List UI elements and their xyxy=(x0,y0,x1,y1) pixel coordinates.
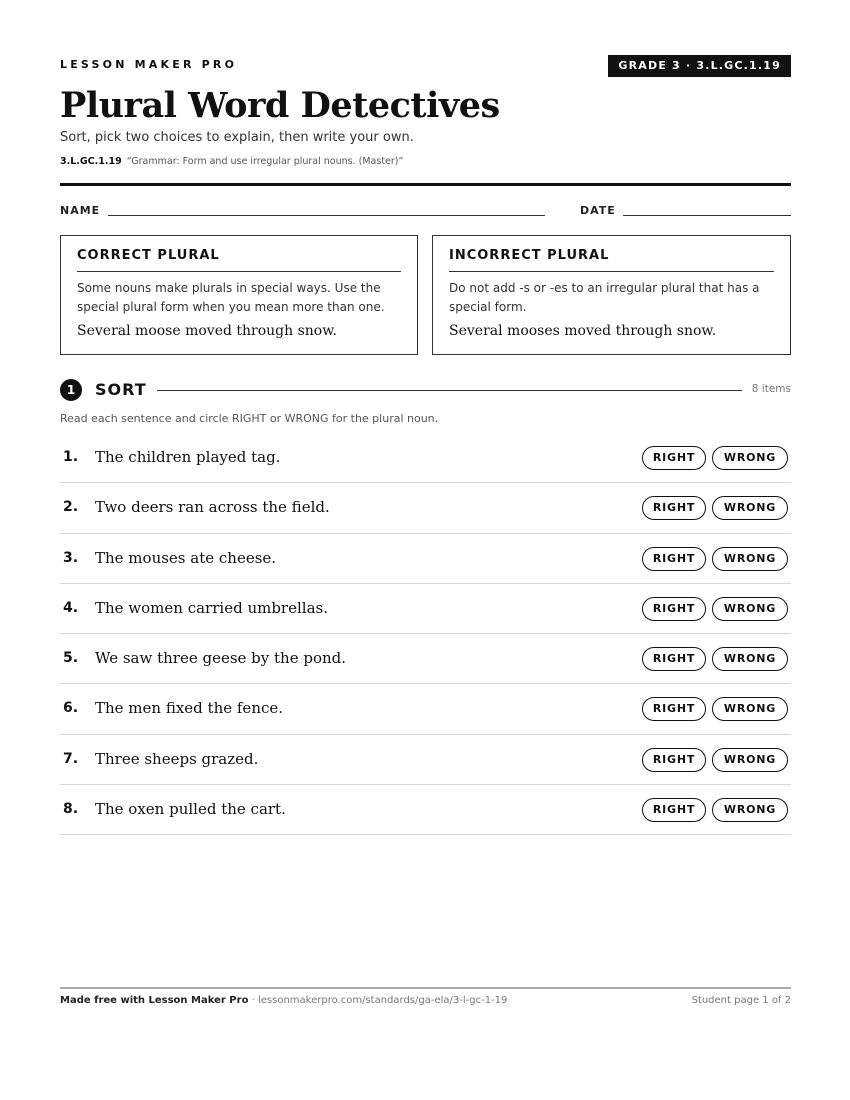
grade-badge: GRADE 3 · 3.L.GC.1.19 xyxy=(608,55,791,77)
sort-item-row xyxy=(60,634,791,684)
sort-item-row xyxy=(60,735,791,785)
sort-item-sentence: The oxen pulled the cart. xyxy=(95,800,286,819)
footer-url[interactable]: · lessonmakerpro.com/standards/ga-ela/3-l-gc-1-19 xyxy=(248,995,508,1006)
right-choice-button[interactable]: RIGHT xyxy=(642,547,706,571)
right-choice-button[interactable]: RIGHT xyxy=(642,798,706,822)
correct-plural-example: Several moose moved through snow. xyxy=(77,323,338,339)
right-choice-button[interactable]: RIGHT xyxy=(642,647,706,671)
sort-item-sentence: The men fixed the fence. xyxy=(95,699,284,718)
sort-item-number: 2. xyxy=(63,499,79,516)
name-field[interactable] xyxy=(108,215,545,216)
wrong-choice-button[interactable]: WRONG xyxy=(712,798,788,822)
sort-item-sentence: The women carried umbrellas. xyxy=(95,598,328,617)
right-choice-button[interactable]: RIGHT xyxy=(642,496,706,520)
right-choice-button[interactable]: RIGHT xyxy=(642,697,706,721)
header-divider xyxy=(60,183,791,186)
sort-item-sentence: The children played tag. xyxy=(95,448,281,466)
correct-plural-heading: CORRECT PLURAL xyxy=(77,248,401,272)
sort-item-number: 1. xyxy=(63,449,79,465)
incorrect-plural-example: Several mooses moved through snow. xyxy=(449,323,717,339)
footer-credit xyxy=(60,995,507,1006)
name-label: NAME xyxy=(60,204,101,217)
sort-item-row xyxy=(60,785,791,835)
section-divider xyxy=(157,390,742,391)
date-label: DATE xyxy=(580,204,616,217)
sort-item-list xyxy=(60,433,791,835)
correct-plural-description: Some nouns make plurals in special ways. Use the special plural form when you mean more than one. xyxy=(77,281,385,314)
wrong-choice-button[interactable]: WRONG xyxy=(712,748,788,772)
section-number-badge: 1 xyxy=(60,379,82,401)
standard-line xyxy=(60,156,403,167)
footer-divider xyxy=(60,987,791,989)
incorrect-plural-heading: INCORRECT PLURAL xyxy=(449,248,774,272)
wrong-choice-button[interactable]: WRONG xyxy=(712,597,788,621)
sort-item-sentence: Two deers ran across the field. xyxy=(95,498,330,517)
footer-made-with: Made free with Lesson Maker Pro xyxy=(60,995,249,1006)
footer-page-number: Student page 1 of 2 xyxy=(691,995,791,1006)
standard-description: “Grammar: Form and use irregular plural nouns. (Master)” xyxy=(126,156,404,167)
sort-item-number: 3. xyxy=(63,549,79,566)
incorrect-plural-description: Do not add -s or -es to an irregular plural that has a special form. xyxy=(449,281,760,314)
sort-item-row xyxy=(60,534,791,584)
right-choice-button[interactable]: RIGHT xyxy=(642,597,706,621)
correct-plural-box xyxy=(60,235,418,355)
wrong-choice-button[interactable]: WRONG xyxy=(712,647,788,671)
sort-item-row xyxy=(60,483,791,533)
wrong-choice-button[interactable]: WRONG xyxy=(712,496,788,520)
date-field[interactable] xyxy=(623,215,791,216)
sort-item-row xyxy=(60,584,791,634)
section-title: SORT xyxy=(95,380,147,399)
sort-item-number: 8. xyxy=(63,801,79,818)
sort-item-sentence: Three sheeps grazed. xyxy=(95,749,259,768)
right-choice-button[interactable]: RIGHT xyxy=(642,748,706,772)
sort-item-number: 7. xyxy=(63,750,79,767)
section-item-count: 8 items xyxy=(751,383,791,395)
wrong-choice-button[interactable]: WRONG xyxy=(712,697,788,721)
sort-item-row xyxy=(60,433,791,483)
standard-code: 3.L.GC.1.19 xyxy=(60,156,122,167)
brand-name: LESSON MAKER PRO xyxy=(60,58,238,71)
section-instructions: Read each sentence and circle RIGHT or WRONG for the plural noun. xyxy=(60,412,439,425)
sort-item-sentence: We saw three geese by the pond. xyxy=(95,649,347,668)
page-title: Plural Word Detectives xyxy=(60,85,500,126)
page-subtitle: Sort, pick two choices to explain, then write your own. xyxy=(60,130,414,145)
sort-item-row xyxy=(60,684,791,734)
wrong-choice-button[interactable]: WRONG xyxy=(712,446,788,470)
sort-item-number: 6. xyxy=(63,700,79,717)
wrong-choice-button[interactable]: WRONG xyxy=(712,547,788,571)
incorrect-plural-box xyxy=(432,235,791,355)
sort-item-number: 5. xyxy=(63,650,79,667)
sort-item-sentence: The mouses ate cheese. xyxy=(95,548,277,567)
sort-item-number: 4. xyxy=(63,599,79,616)
right-choice-button[interactable]: RIGHT xyxy=(642,446,706,470)
